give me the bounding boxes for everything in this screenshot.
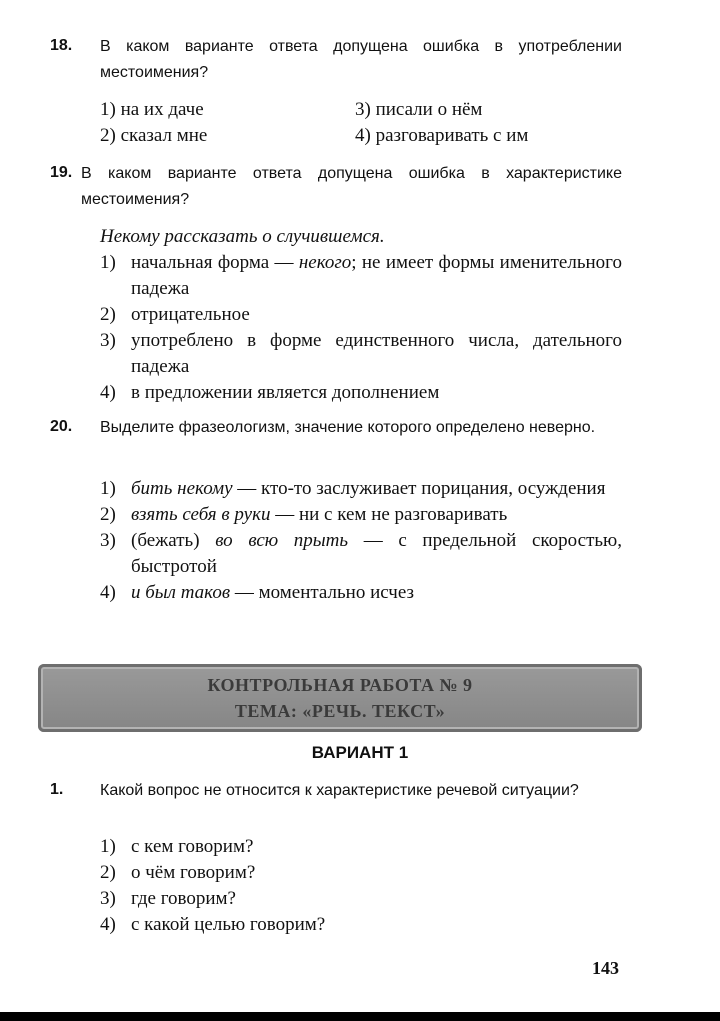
answer-option: 1) на их даче — [100, 99, 204, 120]
question-text: Выделите фразеологизм, значение которого определено неверно. — [100, 419, 596, 436]
answer-option: 3) (бежать) во всю прыть — с предельной скоростью, быстротой — [100, 530, 623, 577]
answer-option: 2) сказал мне — [100, 125, 208, 146]
variant-heading: ВАРИАНТ 1 — [311, 743, 409, 762]
answer-option: 4) в предложении является дополнением — [100, 382, 440, 403]
answer-option: 3) писали о нём — [355, 99, 483, 120]
answer-option: 3) где говорим? — [100, 888, 236, 909]
question-number: 1. — [50, 781, 64, 798]
question-text: Какой вопрос не относится к характеристике речевой ситуации? — [100, 782, 579, 799]
answer-option: 3) употреблено в форме единственного числа, дательного падежа — [100, 330, 622, 377]
answer-list — [100, 250, 622, 406]
answer-option: 4) разговаривать с им — [355, 125, 529, 146]
question-number: 19. — [50, 164, 73, 181]
question-text: В каком варианте ответа допущена ошибка в употреблении местоимения? — [100, 38, 622, 81]
section-banner — [38, 664, 642, 732]
answer-option: 1) с кем говорим? — [100, 836, 254, 857]
question-number: 18. — [50, 37, 73, 54]
answer-option: 2) взять себя в руки — ни с кем не разговаривать — [100, 504, 508, 525]
example-sentence: Некому рассказать о случившемся. — [100, 226, 385, 247]
answer-list — [100, 834, 622, 938]
answer-option: 2) отрицательное — [100, 304, 250, 325]
answer-list — [100, 476, 622, 606]
page-number: 143 — [592, 958, 619, 978]
question-number: 20. — [50, 418, 73, 435]
answer-option: 1) бить некому — кто-то заслуживает порицания, осуждения — [100, 478, 606, 499]
banner-title: КОНТРОЛЬНАЯ РАБОТА № 9 — [207, 675, 473, 695]
banner-subtitle: ТЕМА: «РЕЧЬ. ТЕКСТ» — [234, 701, 446, 721]
answer-option: 4) с какой целью говорим? — [100, 914, 326, 935]
question-text: В каком варианте ответа допущена ошибка в характеристике местоимения? — [81, 165, 622, 208]
answer-option: 1) начальная форма — некого; не имеет формы именительного падежа — [100, 252, 622, 299]
page-edge — [0, 1012, 720, 1021]
answer-option: 2) о чём говорим? — [100, 862, 256, 883]
answer-option: 4) и был таков — моментально исчез — [100, 582, 415, 603]
